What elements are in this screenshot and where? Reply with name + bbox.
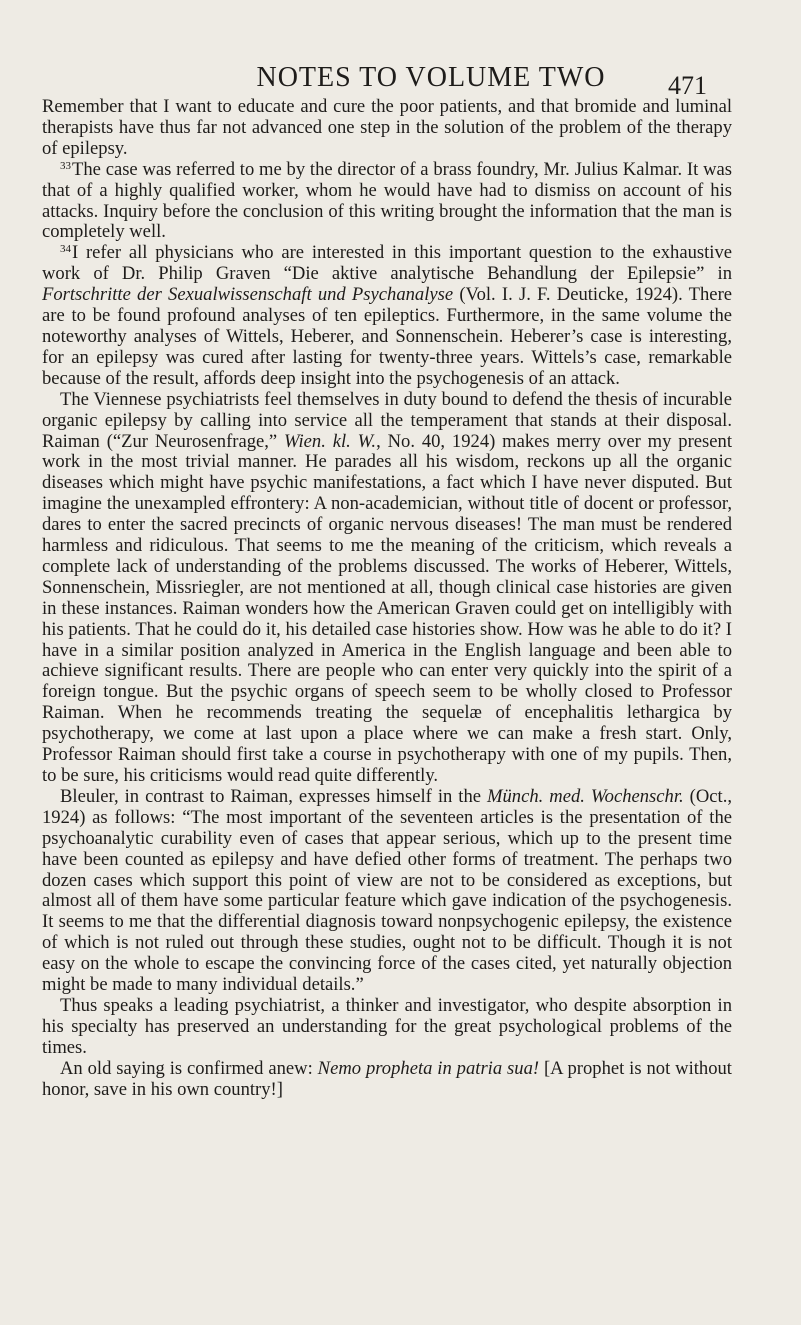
footnote-text: I refer all physicians who are interested in this important question to the exhaustive work of Dr. Philip Graven “Die aktive analytische Behandlung der Epilepsie” in: [42, 242, 732, 285]
footnote-text: The case was referred to me by the director of a brass foundry, Mr. Julius Kalmar. It was that of a highly qualified worker, whom he would have had to dismiss on account of his attacks. Inquiry before the conclusion of this writing brought the information that the man is completely well.: [42, 158, 732, 243]
paragraph-thus-speaks: [42, 996, 732, 1059]
paragraph-text-cont: (Oct., 1924) as follows: “The most important of the seventeen articles is the presentation of the psychoanalytic curability even of cases that appear serious, which up to the present time have been counted as epilepsy and have defied other forms of treatment. The perhaps two dozen cases which support this point of view are not to be considered as exceptions, but almost all of them have some particular feature which gave indication of the psychogenesis. It seems to me that the differential diagnosis toward nonpsychogenic epilepsy, the existence of which is not ruled out through these studies, ought not to be difficult. Though it is not easy on the whole to escape the convincing force of the cases cited, yet naturally objection might be made to many individual details.”: [42, 785, 732, 996]
paragraph-viennese: [42, 390, 732, 787]
paragraph-text-cont: , No. 40, 1924) makes merry over my present work in the most trivial manner. He parades all his wisdom, reckons up all the organic diseases which might have psychic manifestations, a fact which I have never disputed. But imagine the unexampled effrontery: A non-academician, without title of docent or professor, dares to enter the sacred precincts of organic nervous diseases! The man must be rendered harmless and ridiculous. That seems to me the meaning of the criticism, which reveals a complete lack of understanding of the problems discussed. The works of Heberer, Wittels, Sonnenschein, Missriegler, are not mentioned at all, though clinical case histories are given in these instances. Raiman wonders how the American Graven could get on intelligibly with his patients. That he could do it, his detailed case histories show. How was he able to do it? I have in a similar position analyzed in America in the English language and been able to achieve significant results. There are people who can enter very quickly into the spirit of a foreign tongue. But the psychic organs of speech seem to be wholly closed to Professor Raiman. When he recommends treating the sequelæ of encephalitis lethargica by psychotherapy, we come at last upon a place where we can make a fresh start. Only, Professor Raiman should first take a course in psychotherapy with one of my pupils. Then, to be sure, his criticisms would read quite differently.: [42, 430, 732, 786]
journal-title: Münch. med. Wochenschr.: [487, 785, 684, 807]
page-number: 471: [668, 71, 707, 100]
paragraph-text: An old saying is confirmed anew:: [60, 1057, 318, 1079]
paragraph-bleuler: [42, 787, 732, 996]
footnote-33: [42, 160, 732, 244]
paragraph-old-saying: [42, 1059, 732, 1101]
journal-title: Wien. kl. W.: [284, 430, 377, 452]
notes-body: [42, 97, 732, 1101]
footnote-marker: 33: [60, 159, 71, 172]
footnote-marker: 34: [60, 243, 71, 256]
paragraph-text: Thus speaks a leading psychiatrist, a thinker and investigator, who despite absorption in his specialty has preserved an understanding for the great psychological problems of the times.: [42, 994, 732, 1058]
journal-title: Fortschritte der Sexualwissenschaft und Psychanalyse: [42, 284, 454, 306]
running-header: NOTES TO VOLUME TWO: [256, 62, 606, 93]
paragraph-text-cont: [A prophet is not without honor, save in his own country!]: [42, 1057, 732, 1100]
latin-saying: Nemo propheta in patria sua!: [317, 1057, 540, 1079]
paragraph-text: Remember that I want to educate and cure the poor patients, and that bromide and luminal therapists have thus far not advanced one step in the solution of the problem of the therapy of epilepsy.: [42, 96, 732, 159]
paragraph-text: Bleuler, in contrast to Raiman, expresses himself in the: [60, 785, 487, 807]
paragraph-continuation: [42, 97, 732, 160]
footnote-text-cont: (Vol. I. J. F. Deuticke, 1924). There are to be found profound analyses of ten epileptics. Furthermore, in the same volume the noteworthy analyses of Wittels, Heberer, and Sonnenschein. Heberer’s case is interesting, for an epilepsy was cured after lasting for twenty-three years. Wittels’s case, remarkable because of the result, affords deep insight into the psychogenesis of an attack.: [42, 284, 733, 389]
footnote-34: [42, 243, 732, 389]
paragraph-text: The Viennese psychiatrists feel themselves in duty bound to defend the thesis of incurable organic epilepsy by calling into service all the temperament that stands at their disposal. Raiman (“Zur Neurosenfrage,”: [42, 388, 732, 452]
